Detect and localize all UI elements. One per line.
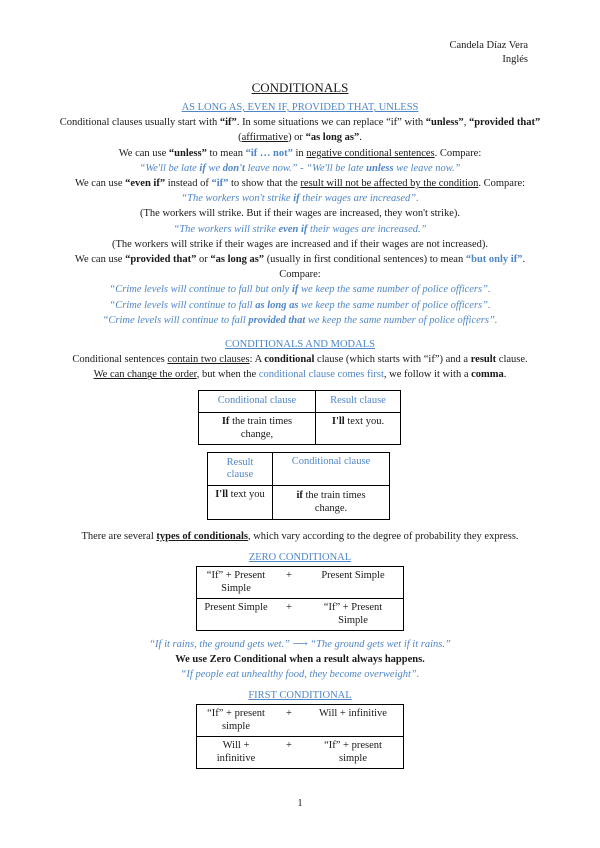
page-number: 1 [297, 798, 303, 809]
zero-examples [30, 637, 570, 683]
example-even-if: “The workers will strike even if their wages are increased.” [173, 223, 427, 235]
section1-para3: We can use “even if” instead of “if” to show that the result will not be affected by the condition. Compare: [74, 178, 526, 190]
clause-order-table-1 [198, 390, 401, 445]
section2-para2: We can change the order, but when the conditional clause comes first, we follow it with a comma. [93, 369, 507, 381]
section1-para2: We can use “unless” to mean “if … not” in negative conditional sentences. Compare: [118, 147, 482, 159]
subject-name: Inglés [502, 54, 528, 65]
example-provided-that: “Crime levels will continue to fall provided that we keep the same number of police officers”. [102, 314, 498, 326]
table2-header-conditional: Conditional clause [273, 453, 390, 486]
first-row1-if-clause: “If” + present simple [197, 705, 276, 737]
section1-block [30, 100, 570, 328]
example-as-long-as: “Crime levels will continue to fall as long as we keep the same number of police officers”. [109, 299, 491, 311]
section2-block [30, 337, 570, 383]
section2-para1: Conditional sentences contain two clauses: A conditional clause (which starts with “if”) and a result clause. [72, 354, 528, 366]
table1-header-result: Result clause [316, 391, 401, 413]
zero-row2-if-clause: “If” + Present Simple [303, 599, 404, 631]
example-but-only-if: “Crime levels will continue to fall but only if we keep the same number of police officers”. [109, 284, 491, 296]
zero-row1-if-clause: “If” + Present Simple [197, 567, 276, 599]
zero-row1-plus: + [275, 567, 303, 599]
table2-cell-result: I'll text you [208, 486, 273, 520]
page-header [449, 39, 528, 67]
table1-cell-conditional: If the train times change, [199, 413, 316, 445]
first-conditional-table [196, 704, 404, 769]
zero-example-rain: “If it rains, the ground gets wet.” ⟶ “The ground gets wet if it rains.” [149, 639, 451, 650]
first-row2-if-clause: “If” + present simple [303, 737, 404, 769]
section1-heading: AS LONG AS, EVEN IF, PROVIDED THAT, UNLESS [181, 102, 419, 113]
types-intro: There are several types of conditionals, which vary according to the degree of probability they express. [81, 531, 519, 542]
zero-example-food: “If people eat unhealthy food, they become overweight”. [180, 669, 420, 681]
table1-cell-result: I'll text you. [316, 413, 401, 445]
example-wont-strike-note: (The workers will strike. But if their wages are increased, they won't strike). [140, 208, 460, 220]
example-even-if-note: (The workers will strike if their wages are increased and if their wages are not increased). [111, 238, 489, 250]
first-row1-result: Will + infinitive [303, 705, 404, 737]
section2-heading: CONDITIONALS AND MODALS [225, 339, 375, 350]
zero-rule: We use Zero Conditional when a result always happens. [175, 654, 425, 666]
author-name: Candela Díaz Vera [449, 40, 528, 51]
zero-conditional-heading: ZERO CONDITIONAL [248, 552, 352, 563]
zero-row1-result: Present Simple [303, 567, 404, 599]
first-conditional-heading: FIRST CONDITIONAL [248, 690, 352, 701]
example-wont-strike: “The workers won't strike if their wages are increased”. [181, 193, 419, 205]
document-title: CONDITIONALS [251, 80, 349, 95]
clause-order-table-2 [207, 452, 390, 520]
zero-row2-plus: + [275, 599, 303, 631]
table2-header-result: Result clause [208, 453, 273, 486]
example-unless: “We'll be late if we don't leave now.” - “We'll be late unless we leave now.” [139, 162, 461, 174]
zero-conditional-table [196, 566, 404, 631]
section1-para1-cont: (affirmative) or “as long as”. [238, 132, 362, 144]
compare-label: Compare: [279, 269, 321, 281]
section1-para4: We can use “provided that” or “as long as” (usually in first conditional sentences) to mean “but only if”. [74, 254, 526, 266]
table1-header-conditional: Conditional clause [199, 391, 316, 413]
first-row2-plus: + [275, 737, 303, 769]
table2-cell-conditional: if the train times change. [273, 486, 390, 520]
section1-para1: Conditional clauses usually start with “if”. In some situations we can replace “if” with “unless”, “provided that” [59, 117, 541, 129]
first-row2-result: Will + infinitive [197, 737, 276, 769]
first-row1-plus: + [275, 705, 303, 737]
zero-row2-result: Present Simple [197, 599, 276, 631]
